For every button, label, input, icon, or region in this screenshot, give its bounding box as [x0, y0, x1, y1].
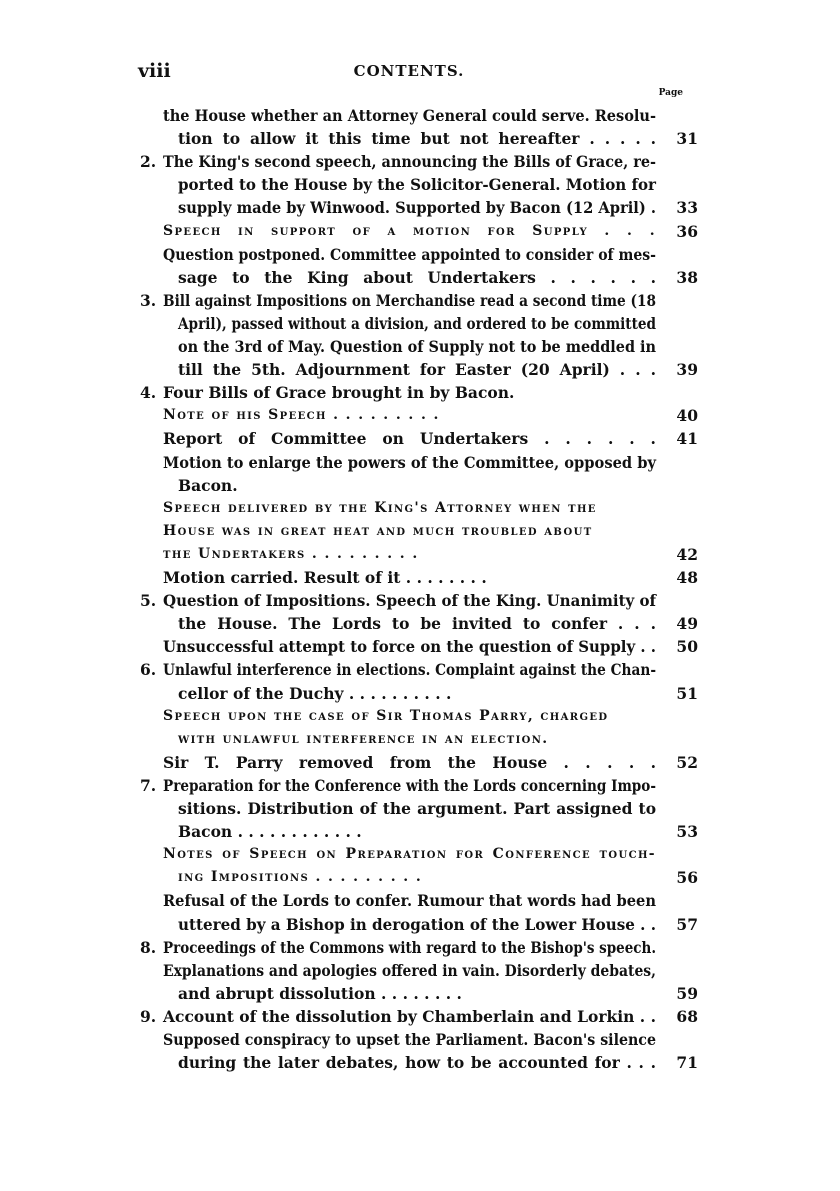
entry-text: ported to the House by the Solicitor-General. Motion for	[178, 175, 657, 195]
entry-text: supply made by Winwood. Supported by Bacon (12 April) .	[178, 198, 656, 218]
page-reference: 41	[676, 429, 698, 449]
contents-line	[0, 1051, 840, 1074]
contents-line	[0, 889, 840, 912]
entry-text: tion to allow it this time but not hereafter . . . . .	[178, 129, 657, 149]
section-number: 3.	[140, 290, 157, 310]
entry-text: the House. The Lords to be invited to confer . . .	[178, 614, 656, 634]
contents-line	[0, 404, 840, 427]
entry-text: Refusal of the Lords to confer. Rumour that words had been	[163, 891, 657, 911]
section-number: 9.	[140, 1006, 157, 1026]
page-reference: 48	[676, 568, 698, 587]
speech-title-text: with unlawful interference in an election.	[178, 730, 549, 747]
page-reference: 56	[676, 868, 698, 888]
page-reference: 52	[676, 752, 698, 772]
section-number: 2.	[140, 152, 157, 172]
speech-title-text: Speech delivered by the King's Attorney when the	[163, 499, 597, 516]
contents-line	[0, 381, 840, 404]
contents-line	[0, 243, 840, 266]
page-reference: 71	[676, 1053, 698, 1073]
entry-text: Account of the dissolution by Chamberlain and Lorkin . .	[163, 1006, 656, 1026]
running-header	[138, 60, 680, 84]
entry-text: Bill against Impositions on Merchandise read a second time (18	[163, 290, 657, 310]
contents-line	[0, 589, 840, 612]
page-reference: 42	[676, 544, 698, 564]
section-number: 8.	[140, 937, 157, 957]
page-reference: 53	[676, 822, 698, 842]
contents-line	[0, 843, 840, 866]
section-number: 4.	[140, 383, 157, 403]
contents-line	[0, 936, 840, 959]
page-title: CONTENTS.	[353, 62, 465, 80]
entry-text: Unlawful interference in elections. Complaint against the Chan-	[163, 660, 657, 680]
contents-line	[0, 427, 840, 450]
page-reference: 36	[676, 221, 698, 241]
entry-text: Motion to enlarge the powers of the Committee, opposed by	[163, 452, 657, 472]
contents-line	[0, 451, 840, 474]
page-reference: 39	[676, 360, 698, 380]
contents-line	[0, 658, 840, 681]
page-reference: 40	[676, 406, 698, 426]
contents-line	[0, 104, 840, 127]
page-reference: 38	[676, 267, 698, 287]
entry-text: Supposed conspiracy to upset the Parliament. Bacon's silence	[163, 1030, 656, 1049]
contents-line	[0, 1005, 840, 1028]
entry-text: on the 3rd of May. Question of Supply not to be meddled in	[178, 337, 657, 356]
contents-line	[0, 266, 840, 289]
contents-line	[0, 797, 840, 820]
contents-line	[0, 913, 840, 936]
contents-line	[0, 728, 840, 751]
contents-line	[0, 335, 840, 358]
entry-text: Four Bills of Grace brought in by Bacon.	[163, 383, 515, 403]
entry-text: Bacon.	[178, 475, 238, 495]
entry-text: Sir T. Parry removed from the House . . . . .	[163, 752, 656, 772]
page-reference: 57	[676, 914, 698, 934]
page-number: viii	[138, 60, 171, 82]
contents-line	[0, 497, 840, 520]
entry-text: sitions. Distribution of the argument. Part assigned to	[178, 799, 657, 818]
contents-line	[0, 150, 840, 173]
contents-line	[0, 820, 840, 843]
entry-text: Question of Impositions. Speech of the King. Unanimity of	[163, 591, 656, 611]
contents-line	[0, 566, 840, 589]
contents-line	[0, 543, 840, 566]
entry-text: Motion carried. Result of it . . . . . . . .	[163, 568, 487, 587]
entry-text: Unsuccessful attempt to force on the question of Supply . .	[163, 637, 656, 657]
page-reference: 31	[676, 129, 698, 149]
entry-text: sage to the King about Undertakers . . . . . .	[178, 267, 656, 287]
speech-title-text: ing Impositions . . . . . . . . .	[178, 869, 423, 886]
page-column-label: Page	[658, 88, 683, 98]
section-number: 7.	[140, 775, 157, 795]
contents-line	[0, 474, 840, 497]
contents-line	[0, 959, 840, 982]
contents-line	[0, 358, 840, 381]
contents-line	[0, 751, 840, 774]
contents-line	[0, 705, 840, 728]
contents-line	[0, 220, 840, 243]
contents-line	[0, 774, 840, 797]
speech-title-text: the Undertakers . . . . . . . . .	[163, 545, 419, 562]
entry-text: till the 5th. Adjournment for Easter (20 April) . . .	[178, 360, 656, 380]
page-reference: 59	[676, 983, 698, 1003]
speech-title-text: House was in great heat and much troubled about	[163, 522, 593, 539]
page-reference: 50	[676, 637, 698, 657]
contents-line	[0, 173, 840, 196]
entry-text: Bacon . . . . . . . . . . . .	[178, 822, 362, 842]
contents-line	[0, 127, 840, 150]
contents-line	[0, 982, 840, 1005]
entry-text: The King's second speech, announcing the Bills of Grace, re-	[163, 152, 656, 172]
contents-line	[0, 612, 840, 635]
section-number: 6.	[140, 660, 157, 680]
entry-text: uttered by a Bishop in derogation of the Lower House . .	[178, 914, 657, 934]
entry-text: and abrupt dissolution . . . . . . . .	[178, 983, 462, 1003]
entry-text: cellor of the Duchy . . . . . . . . . .	[178, 683, 452, 703]
contents-line	[0, 312, 840, 335]
entry-text: Explanations and apologies offered in vain. Disorderly debates,	[163, 960, 656, 980]
page-reference: 51	[676, 683, 698, 703]
speech-title-text: Speech upon the case of Sir Thomas Parry, charged	[163, 707, 609, 724]
speech-title-text: Note of his Speech . . . . . . . . .	[163, 407, 440, 424]
contents-line	[0, 866, 840, 889]
speech-title-text: Speech in support of a motion for Supply . . .	[163, 222, 656, 239]
entry-text: Proceedings of the Commons with regard to the Bishop's speech.	[163, 937, 657, 957]
entry-text: Report of Committee on Undertakers . . . . . .	[163, 429, 656, 449]
contents-line	[0, 289, 840, 312]
contents-line	[0, 682, 840, 705]
page-reference: 33	[676, 198, 698, 218]
entry-text: April), passed without a division, and ordered to be committed	[178, 313, 657, 333]
contents-line	[0, 520, 840, 543]
contents-line	[0, 1028, 840, 1051]
speech-title-text: Notes of Speech on Preparation for Conference touch-	[163, 846, 657, 863]
entry-text: the House whether an Attorney General could serve. Resolu-	[163, 106, 657, 125]
page-reference: 49	[676, 614, 698, 634]
section-number: 5.	[140, 591, 157, 611]
entry-text: Preparation for the Conference with the Lords concerning Impo-	[163, 775, 656, 795]
entry-text: Question postponed. Committee appointed to consider of mes-	[163, 244, 656, 264]
contents-line	[0, 635, 840, 658]
contents-line	[0, 196, 840, 219]
page-reference: 68	[676, 1006, 698, 1026]
entry-text: during the later debates, how to be accounted for . . .	[178, 1053, 657, 1073]
